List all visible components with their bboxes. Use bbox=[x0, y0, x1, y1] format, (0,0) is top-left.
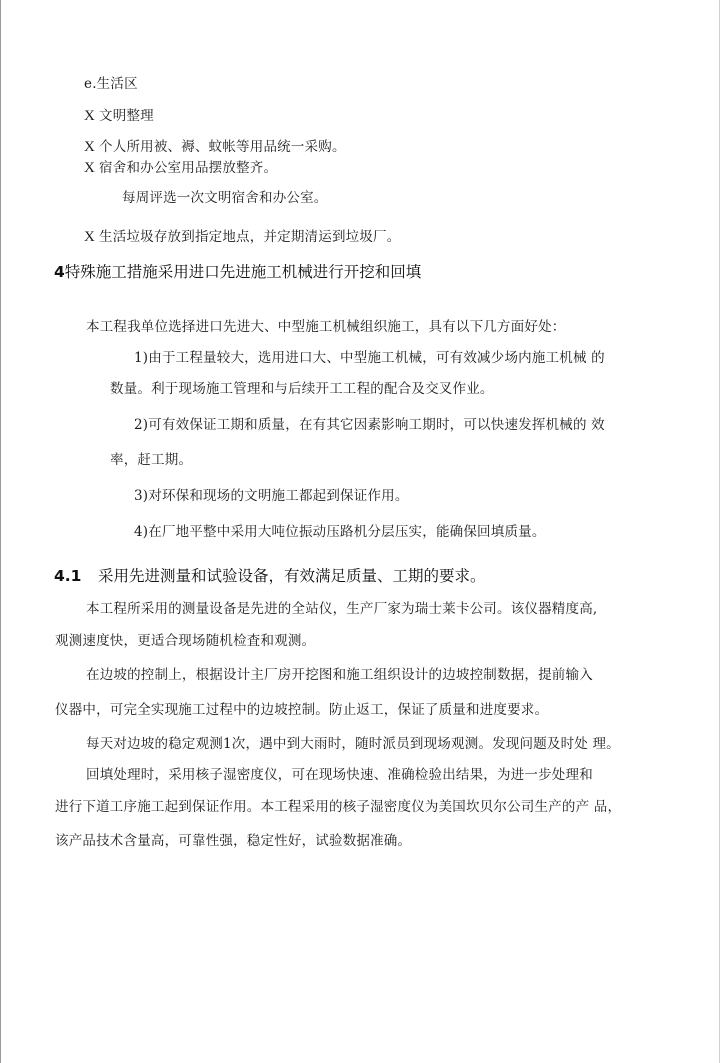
x-bullet: X bbox=[84, 139, 96, 155]
x-bullet: X bbox=[84, 160, 96, 176]
point-line: 数量。利于现场施工管理和与后续开工工程的配合及交叉作业。 bbox=[110, 381, 494, 397]
list-item-text: 文明整理 bbox=[99, 108, 154, 124]
list-item bbox=[84, 137, 346, 157]
body-line: 进行下道工序施工起到保证作用。本工程采用的核子湿密度仪为美国坎贝尔公司生产的产 品， bbox=[55, 799, 622, 815]
point-line: 3)对环保和现场的文明施工都起到保证作用。 bbox=[134, 488, 409, 504]
section-4-heading bbox=[54, 261, 421, 283]
section-number: 4.1 bbox=[54, 567, 82, 585]
section-title: 采用先进测量和试验设备，有效满足质量、工期的要求。 bbox=[98, 567, 486, 585]
page-left-border bbox=[0, 0, 1, 1063]
point-line: 率，赶工期。 bbox=[110, 452, 193, 468]
body-line: 观测速度快，更适合现场随机检査和观测。 bbox=[55, 633, 316, 649]
section-title: 特殊施工措施采用进口先进施工机械进行开挖和回填 bbox=[64, 263, 422, 281]
body-line: 回填处理时，采用核子湿密度仪，可在现场快速、准确检验出结果，为进一步处理和 bbox=[86, 767, 593, 783]
body-line: 该产品技术含量高，可靠性强，稳定性好，试验数据准确。 bbox=[55, 833, 412, 849]
point-line: 1)由于工程量较大，选用进口大、中型施工机械，可有效减少场内施工机械 的 bbox=[134, 350, 605, 366]
list-item-text: 宿舍和办公室用品摆放整齐。 bbox=[99, 160, 278, 176]
x-bullet: X bbox=[84, 229, 96, 245]
point-line: 2)可有效保证工期和质量，在有其它因素影响工期时，可以快速发挥机械的 效 bbox=[134, 417, 605, 433]
weekly-note: 每周评选一次文明宿舍和办公室。 bbox=[122, 190, 328, 206]
list-item bbox=[84, 158, 277, 178]
body-line: 在边坡的控制上，根据设计主厂房开挖图和施工组织设计的边坡控制数据，提前输入 bbox=[86, 667, 593, 683]
body-line: 仪器中，可完全实现施工过程中的边坡控制。防止返工，保证了质量和进度要求。 bbox=[55, 702, 549, 718]
body-line: 本工程所采用的测量设备是先进的全站仪，生产厂家为瑞士莱卡公司。该仪器精度高, bbox=[86, 601, 598, 617]
x-bullet: X bbox=[84, 108, 96, 124]
list-item bbox=[84, 106, 154, 126]
list-item-text: 生活垃圾存放到指定地点，并定期清运到垃圾厂。 bbox=[99, 229, 401, 245]
body-line: 每天对边坡的稳定观测1次，遇中到大雨时，随时派员到现场观测。发现问题及时处 理。 bbox=[86, 736, 620, 752]
point-line: 4)在厂地平整中采用大吨位振动压路机分层压实，能确保回填质量。 bbox=[134, 524, 546, 540]
living-area-title: e.生活区 bbox=[84, 76, 138, 92]
list-item-text: 个人所用被、褥、蚊帐等用品统一采购。 bbox=[99, 139, 346, 155]
list-item bbox=[84, 227, 400, 247]
section-number: 4 bbox=[54, 263, 65, 281]
section-4-intro: 本工程我单位选择进口先进大、中型施工机械组织施工，具有以下几方面好处： bbox=[86, 319, 566, 335]
section-4-1-heading bbox=[54, 565, 486, 587]
